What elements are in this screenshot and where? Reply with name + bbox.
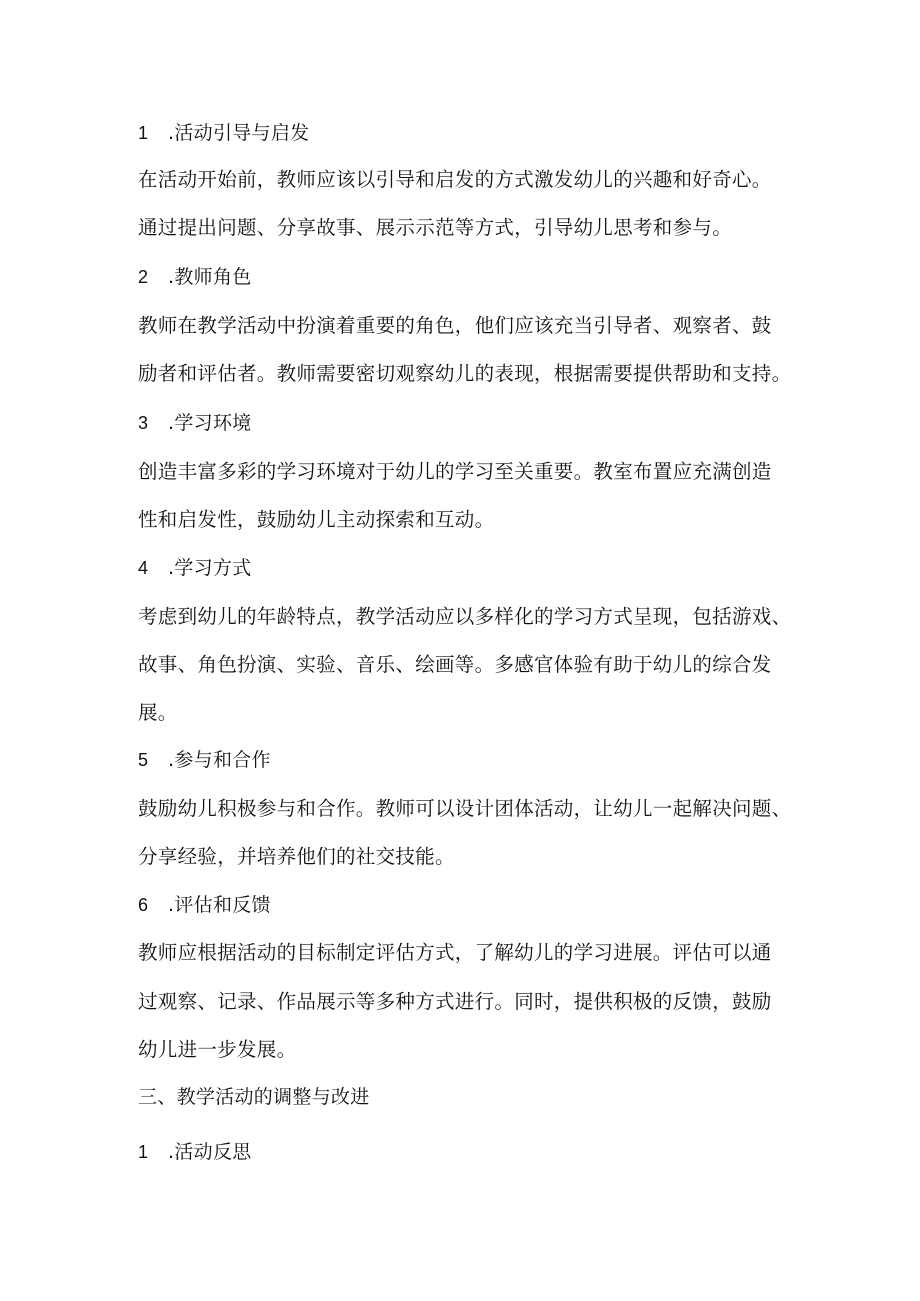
heading-number: 6 (138, 895, 149, 915)
paragraph-line: 创造丰富多彩的学习环境对于幼儿的学习至关重要。教室布置应充满创造 (138, 460, 772, 483)
section-heading (138, 892, 271, 918)
section-heading (138, 264, 252, 290)
paragraph-line: 鼓励幼儿积极参与和合作。教师可以设计团体活动，让幼儿一起解决问题、 (138, 797, 792, 820)
section-heading (138, 555, 252, 581)
heading-text: .学习环境 (168, 412, 252, 434)
paragraph-line: 过观察、记录、作品展示等多种方式进行。同时，提供积极的反馈，鼓励 (138, 990, 772, 1013)
paragraph-line: 教师在教学活动中扮演着重要的角色，他们应该充当引导者、观察者、鼓 (138, 314, 772, 337)
heading-number: 3 (138, 413, 149, 433)
paragraph-line: 励者和评估者。教师需要密切观察幼儿的表现，根据需要提供帮助和支持。 (138, 362, 792, 385)
chapter-heading: 三、教学活动的调整与改进 (138, 1086, 370, 1108)
paragraph-line: 考虑到幼儿的年龄特点，教学活动应以多样化的学习方式呈现，包括游戏、 (138, 605, 792, 628)
heading-number: 1 (138, 1142, 149, 1162)
heading-number: 4 (138, 558, 149, 578)
heading-number: 1 (138, 123, 149, 143)
paragraph-line: 展。 (138, 701, 178, 724)
heading-number: 2 (138, 267, 149, 287)
heading-text: .活动反思 (168, 1141, 252, 1163)
section-heading (138, 1139, 252, 1165)
section-heading (138, 120, 309, 146)
heading-text: .学习方式 (168, 557, 252, 579)
paragraph-line: 幼儿进一步发展。 (138, 1038, 297, 1061)
heading-number: 5 (138, 750, 149, 770)
section-heading (138, 410, 252, 436)
paragraph-line: 性和启发性，鼓励幼儿主动探索和互动。 (138, 508, 495, 531)
section-heading (138, 747, 271, 773)
paragraph-line: 故事、角色扮演、实验、音乐、绘画等。多感官体验有助于幼儿的综合发 (138, 653, 772, 676)
paragraph-line: 通过提出问题、分享故事、展示示范等方式，引导幼儿思考和参与。 (138, 216, 733, 239)
heading-text: .教师角色 (168, 266, 252, 288)
paragraph-line: 分享经验，并培养他们的社交技能。 (138, 845, 455, 868)
heading-text: .活动引导与启发 (168, 122, 310, 144)
paragraph-line: 在活动开始前，教师应该以引导和启发的方式激发幼儿的兴趣和好奇心。 (138, 168, 772, 191)
heading-text: .参与和合作 (168, 749, 271, 771)
heading-text: .评估和反馈 (168, 894, 271, 916)
paragraph-line: 教师应根据活动的目标制定评估方式，了解幼儿的学习进展。评估可以通 (138, 941, 772, 964)
